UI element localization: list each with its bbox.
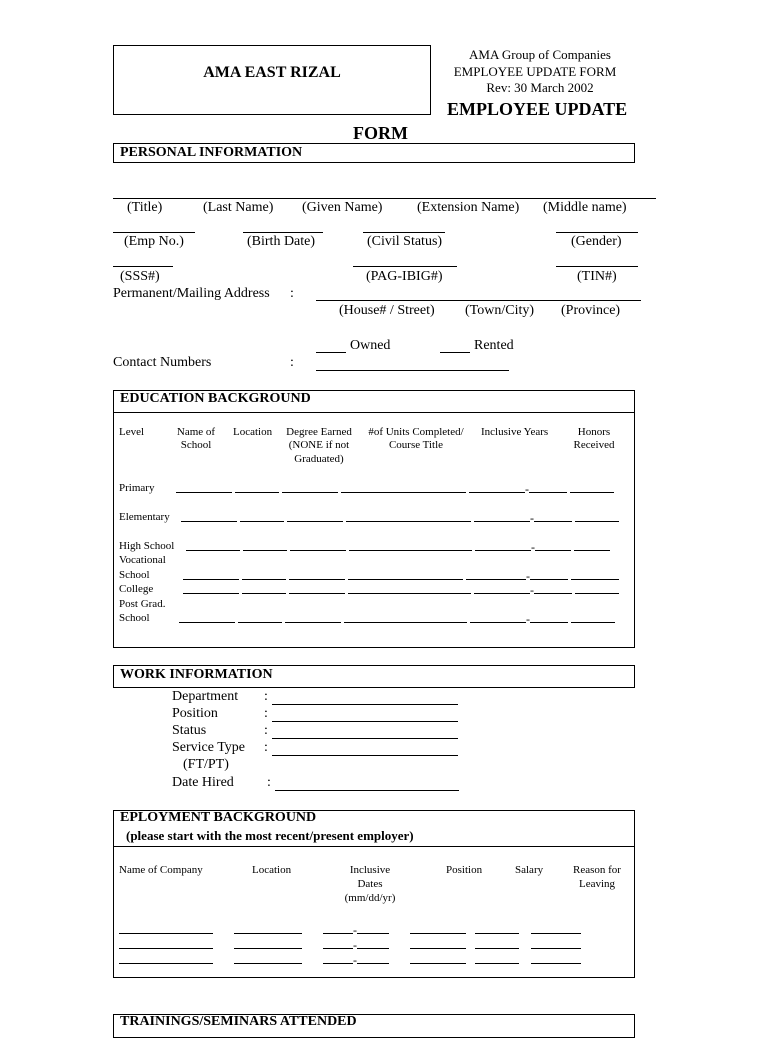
department-line[interactable]: [272, 704, 458, 705]
edu-row-postgrad[interactable]: -: [179, 611, 615, 627]
status-colon: :: [264, 723, 268, 738]
edu-col-honors-2: Received: [573, 439, 615, 451]
pagibig-line[interactable]: [353, 266, 457, 267]
date-hired-line[interactable]: [275, 790, 459, 791]
emp-col-dates-3: (mm/dd/yr): [344, 892, 396, 904]
status-line[interactable]: [272, 738, 458, 739]
label-sss: (SSS#): [120, 269, 160, 284]
employment-row[interactable]: -: [119, 952, 581, 968]
edu-col-school-1: Name of: [176, 426, 216, 438]
label-extension-name: (Extension Name): [417, 200, 520, 215]
edu-row-highschool[interactable]: -: [186, 539, 610, 555]
department-colon: :: [264, 689, 268, 704]
edu-col-degree-3: Graduated): [294, 453, 344, 465]
label-given-name: (Given Name): [302, 200, 383, 215]
label-service-type: Service Type: [172, 740, 246, 755]
position-colon: :: [264, 706, 268, 721]
edu-row-college[interactable]: -: [183, 582, 619, 598]
edu-level-postgrad-2: School: [119, 612, 150, 624]
edu-level-college: College: [119, 583, 154, 595]
edu-col-degree-2: (NONE if not: [288, 439, 350, 451]
trainings-title: TRAININGS/SEMINARS ATTENDED: [120, 1014, 357, 1029]
tin-line[interactable]: [556, 266, 638, 267]
gender-line[interactable]: [556, 232, 638, 233]
edu-col-level: Level: [119, 426, 145, 438]
revision-date: Rev: 30 March 2002: [486, 80, 594, 95]
form-title-line1: EMPLOYEE UPDATE: [447, 99, 628, 119]
label-tin: (TIN#): [577, 269, 617, 284]
personal-info-title: PERSONAL INFORMATION: [120, 145, 303, 160]
emp-col-position: Position: [446, 864, 483, 876]
label-status: Status: [172, 723, 207, 738]
employment-subtitle: (please start with the most recent/present employer): [126, 828, 414, 843]
label-owned: Owned: [350, 338, 391, 353]
service-type-colon: :: [264, 740, 268, 755]
label-town-city: (Town/City): [465, 303, 535, 318]
label-emp-no: (Emp No.): [124, 234, 184, 249]
edu-level-vocational-1: Vocational: [119, 554, 166, 566]
company-name: AMA Group of Companies: [469, 47, 611, 62]
service-type-line[interactable]: [272, 755, 458, 756]
label-pagibig: (PAG-IBIG#): [366, 269, 443, 284]
emp-col-company: Name of Company: [119, 864, 203, 876]
label-date-hired: Date Hired: [172, 775, 234, 790]
emp-col-reason-1: Reason for: [573, 864, 621, 876]
edu-col-degree-1: Degree Earned: [286, 426, 352, 438]
work-info-title: WORK INFORMATION: [120, 667, 273, 682]
rented-checkbox-line[interactable]: [440, 352, 470, 353]
label-position: Position: [172, 706, 218, 721]
edu-row-elementary[interactable]: -: [181, 510, 619, 526]
emp-col-dates-1: Inclusive: [349, 864, 391, 876]
edu-col-school-2: School: [180, 439, 212, 451]
sss-line[interactable]: [113, 266, 173, 267]
school-name: AMA EAST RIZAL: [203, 64, 341, 81]
edu-level-primary: Primary: [119, 482, 155, 494]
edu-row-vocational[interactable]: -: [183, 568, 619, 584]
address-colon: :: [290, 286, 294, 301]
edu-level-elementary: Elementary: [119, 511, 170, 523]
owned-checkbox-line[interactable]: [316, 352, 346, 353]
contact-line[interactable]: [316, 370, 509, 371]
position-line[interactable]: [272, 721, 458, 722]
form-code: EMPLOYEE UPDATE FORM: [453, 64, 617, 79]
label-address: Permanent/Mailing Address: [113, 286, 270, 301]
label-contact: Contact Numbers: [113, 355, 212, 370]
education-title-divider: [113, 412, 635, 413]
address-line[interactable]: [316, 300, 641, 301]
education-title: EDUCATION BACKGROUND: [120, 391, 311, 406]
edu-level-highschool: High School: [119, 540, 175, 552]
edu-col-years: Inclusive Years: [481, 426, 549, 438]
label-last-name: (Last Name): [203, 200, 274, 215]
label-gender: (Gender): [571, 234, 622, 249]
edu-col-units-2: Course Title: [388, 439, 444, 451]
employment-row[interactable]: -: [119, 937, 581, 953]
emp-no-line[interactable]: [113, 232, 195, 233]
label-birth-date: (Birth Date): [247, 234, 316, 249]
label-province: (Province): [561, 303, 621, 318]
form-title-line2: FORM: [353, 123, 408, 143]
emp-col-reason-2: Leaving: [578, 878, 616, 890]
label-rented: Rented: [474, 338, 514, 353]
edu-col-location: Location: [233, 426, 273, 438]
employment-title-divider: [113, 846, 635, 847]
name-line[interactable]: [113, 198, 656, 199]
edu-level-vocational-2: School: [119, 569, 150, 581]
label-title: (Title): [127, 200, 163, 215]
employment-title: EPLOYMENT BACKGROUND: [120, 810, 317, 825]
edu-row-primary[interactable]: -: [176, 481, 614, 497]
edu-col-honors-1: Honors: [577, 426, 611, 438]
label-service-type-sub: (FT/PT): [183, 757, 229, 772]
label-department: Department: [172, 689, 239, 704]
emp-col-salary: Salary: [515, 864, 544, 876]
edu-level-postgrad-1: Post Grad.: [119, 598, 166, 610]
emp-col-location: Location: [252, 864, 292, 876]
civil-status-line[interactable]: [363, 232, 445, 233]
birth-date-line[interactable]: [243, 232, 323, 233]
edu-col-units-1: #of Units Completed/: [368, 426, 464, 438]
emp-col-dates-2: Dates: [357, 878, 383, 890]
contact-colon: :: [290, 355, 294, 370]
date-hired-colon: :: [267, 775, 271, 790]
label-civil-status: (Civil Status): [367, 234, 443, 249]
employment-row[interactable]: -: [119, 922, 581, 938]
label-middle-name: (Middle name): [543, 200, 627, 215]
label-house-street: (House# / Street): [339, 303, 435, 318]
